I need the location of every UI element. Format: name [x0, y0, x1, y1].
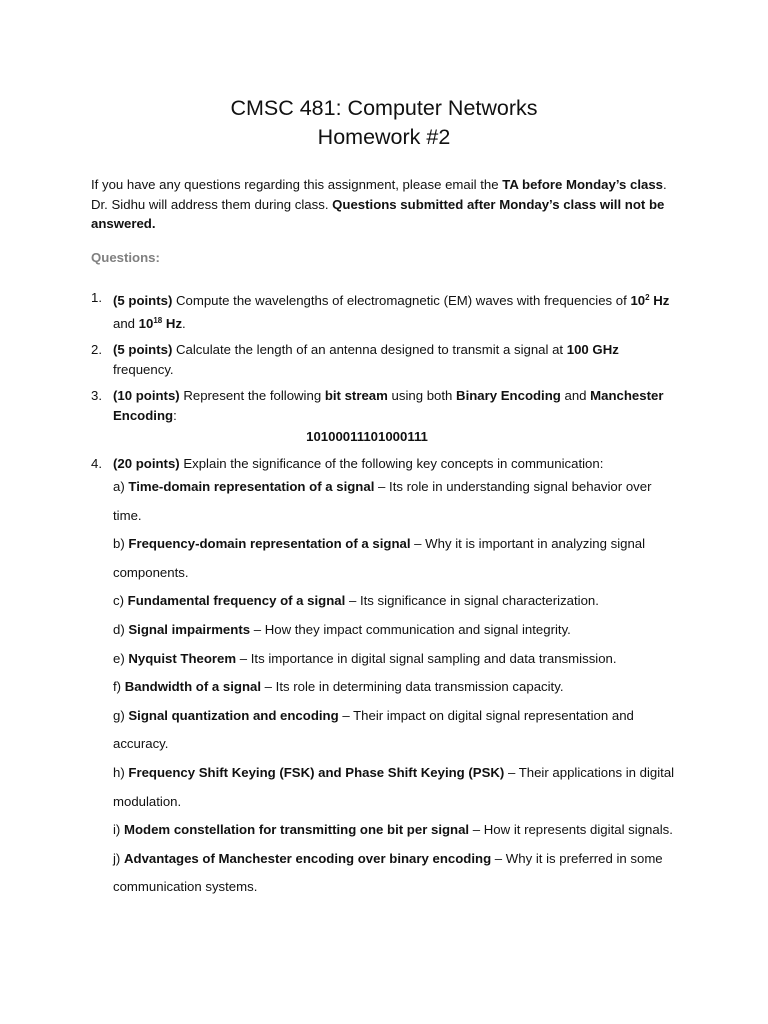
- concept-letter: e): [113, 650, 129, 666]
- concept-letter: i): [113, 822, 124, 838]
- question-text: :: [173, 407, 177, 423]
- question-number: 3.: [91, 388, 102, 403]
- question-bold-term: 100 GHz: [566, 342, 619, 357]
- question-points: (5 points): [113, 342, 173, 357]
- concept-letter: b): [113, 536, 129, 552]
- concept-item: [91, 473, 681, 530]
- concept-item: [91, 702, 681, 759]
- page-title: [0, 94, 768, 152]
- intro-text-2: . Dr. Sidhu will address them during class.: [91, 177, 667, 212]
- concept-item: [91, 759, 681, 816]
- concept-item: [91, 645, 681, 674]
- question-points: (5 points): [113, 293, 173, 308]
- question-1: [91, 288, 681, 333]
- question-2: [91, 340, 681, 379]
- concept-list: [91, 473, 681, 902]
- concept-item: [91, 673, 681, 702]
- frequency-2-exponent: 18: [153, 315, 163, 325]
- concept-term: Signal impairments: [128, 621, 251, 637]
- question-number: 4.: [91, 455, 102, 471]
- frequency-1-unit: Hz: [649, 293, 670, 308]
- question-text: Explain the significance of the following key concepts in communication:: [179, 455, 604, 471]
- concept-letter: f): [113, 679, 125, 695]
- question-bold-term: Manchester Encoding: [113, 388, 664, 423]
- question-points: (10 points): [113, 388, 180, 403]
- concept-letter: g): [113, 707, 129, 723]
- question-text: Calculate the length of an antenna designed to transmit a signal at: [172, 342, 567, 357]
- frequency-1: [630, 293, 669, 308]
- question-3: [91, 386, 681, 447]
- question-text: Represent the following: [179, 388, 325, 403]
- concept-description: – Its significance in signal characterization.: [345, 593, 599, 609]
- frequency-1-base: 10: [630, 293, 646, 308]
- concept-description: – Their applications in digital modulation.: [113, 764, 675, 809]
- concept-item: [91, 530, 681, 587]
- frequency-2: [139, 316, 182, 331]
- concept-term: Advantages of Manchester encoding over binary encoding: [124, 850, 492, 866]
- question-list: [91, 288, 681, 902]
- concept-term: Frequency-domain representation of a signal: [128, 536, 411, 552]
- concept-letter: d): [113, 621, 129, 637]
- concept-term: Fundamental frequency of a signal: [127, 593, 346, 609]
- concept-letter: a): [113, 479, 129, 494]
- intro-bold-2: Questions submitted after Monday’s class will not be answered.: [91, 196, 665, 231]
- intro-bold-1: TA before Monday’s class: [502, 177, 663, 192]
- question-text: frequency.: [113, 361, 174, 377]
- concept-description: – Their impact on digital signal representation and accuracy.: [113, 707, 634, 752]
- concept-term: Signal quantization and encoding: [128, 707, 339, 723]
- concept-letter: j): [113, 850, 124, 866]
- concept-item: [91, 845, 681, 902]
- concept-term: Time-domain representation of a signal: [128, 479, 375, 494]
- title-line-1: CMSC 481: Computer Networks: [230, 96, 538, 120]
- question-text: using both: [387, 388, 457, 403]
- concept-description: – Its importance in digital signal sampling and data transmission.: [236, 650, 617, 666]
- concept-description: – Its role in determining data transmission capacity.: [261, 679, 564, 695]
- question-bold-term: Binary Encoding: [456, 388, 561, 403]
- question-text: Compute the wavelengths of electromagnetic (EM) waves with frequencies of: [172, 293, 631, 308]
- concept-letter: c): [113, 593, 128, 609]
- concept-description: – Its role in understanding signal behavior over time.: [113, 479, 652, 523]
- frequency-2-base: 10: [138, 315, 154, 331]
- question-bold-term: bit stream: [324, 388, 388, 403]
- question-4: [91, 454, 681, 474]
- concept-description: – How they impact communication and signal integrity.: [250, 621, 571, 637]
- concept-term: Modem constellation for transmitting one bit per signal: [124, 822, 470, 838]
- concept-item: [91, 587, 681, 616]
- question-text: .: [182, 315, 186, 331]
- frequency-2-unit: Hz: [162, 315, 183, 331]
- intro-paragraph: [91, 175, 681, 234]
- concept-letter: h): [113, 764, 129, 780]
- question-text: and: [113, 315, 139, 331]
- concept-description: – Why it is preferred in some communication systems.: [113, 850, 663, 895]
- concept-description: – Why it is important in analyzing signal components.: [113, 536, 646, 580]
- question-points: (20 points): [113, 455, 180, 471]
- concept-term: Frequency Shift Keying (FSK) and Phase Shift Keying (PSK): [128, 764, 505, 780]
- intro-text-1: If you have any questions regarding this assignment, please email the: [91, 177, 503, 192]
- frequency-1-exponent: 2: [645, 293, 650, 302]
- concept-description: – How it represents digital signals.: [469, 822, 673, 838]
- concept-term: Bandwidth of a signal: [124, 679, 262, 695]
- question-number: 2.: [91, 342, 102, 357]
- concept-item: [91, 616, 681, 645]
- bit-stream: 10100011101000111: [306, 429, 428, 444]
- concept-term: Nyquist Theorem: [128, 650, 237, 666]
- question-text: and: [560, 388, 591, 403]
- title-line-2: Homework #2: [317, 125, 451, 149]
- concept-item: [91, 816, 681, 845]
- questions-heading: Questions:: [91, 250, 160, 265]
- question-number: 1.: [91, 290, 102, 305]
